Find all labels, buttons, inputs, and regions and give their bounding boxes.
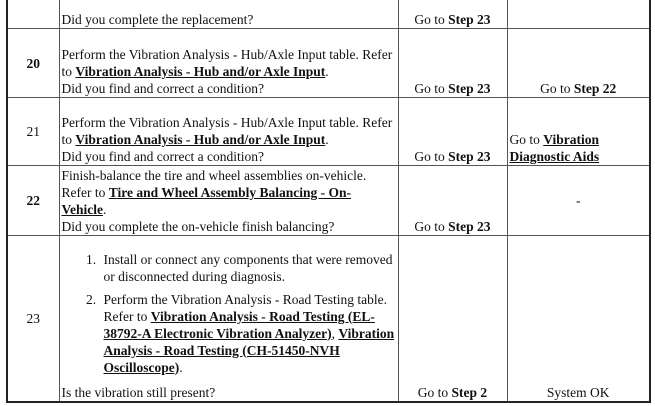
link-vibration-diagnostic-aids[interactable]: Vibration Diagnostic Aids: [509, 132, 600, 164]
yes-prefix: Go to: [417, 384, 452, 400]
no-cell: [507, 166, 650, 236]
no-prefix: Go to: [509, 132, 544, 147]
item-text: Install or connect any components that were removed or disconnected during diagnosis.: [103, 251, 393, 284]
action-text: Perform the Vibration Analysis - Hub/Axle Input table. Refer to: [61, 47, 393, 79]
no-cell: [507, 98, 650, 166]
no-cell: [507, 29, 650, 98]
yes-prefix: Go to: [414, 12, 449, 27]
question: Did you find and correct a condition?: [61, 81, 264, 96]
item-text: Perform the Vibration Analysis - Road Testing table. Refer to: [103, 291, 387, 324]
link-hub-axle-input[interactable]: Vibration Analysis - Hub and/or Axle Input: [75, 132, 326, 147]
yes-target[interactable]: Step 23: [448, 219, 491, 234]
yes-cell: [398, 236, 507, 402]
question: Is the vibration still present?: [61, 384, 216, 400]
step-number: 21: [7, 98, 59, 166]
action-cell: Perform the Vibration Analysis - Hub/Axle Input table. Refer to Vibration Analysis - Hub and/or Axle Input. Did you find and correct a condition?: [59, 29, 398, 98]
action-list: [62, 251, 396, 376]
action-cell: Finish-balance the tire and wheel assemblies on-vehicle. Refer to Tire and Wheel Assembly Balancing - On-Vehicle. Did you complete the on-vehicle finish balancing?: [59, 166, 398, 236]
action-text: Finish-balance the tire and wheel assemblies on-vehicle. Refer to: [61, 168, 367, 200]
step-number: 22: [7, 166, 59, 236]
yes-prefix: Go to: [414, 149, 449, 164]
link-road-testing-el38792a[interactable]: Vibration Analysis - Road Testing (EL-38792-A Electronic Vibration Analyzer): [103, 308, 375, 341]
action-cell: [59, 0, 398, 29]
yes-target[interactable]: Step 2: [451, 384, 488, 400]
no-text: -: [576, 193, 581, 208]
question: Did you find and correct a condition?: [61, 149, 264, 164]
action-cell: Perform the Vibration Analysis - Hub/Axle Input table. Refer to Vibration Analysis - Hub and/or Axle Input. Did you find and correct a condition?: [59, 98, 398, 166]
table-row: [7, 29, 650, 98]
list-item: [100, 251, 396, 285]
question: Did you complete the replacement?: [61, 12, 254, 27]
no-cell: [507, 0, 650, 29]
action-cell: [59, 236, 398, 402]
diagnostic-table: [6, 0, 651, 403]
yes-cell: [398, 29, 507, 98]
yes-target[interactable]: Step 23: [448, 12, 491, 27]
yes-cell: [398, 98, 507, 166]
no-target[interactable]: Step 22: [573, 81, 617, 96]
step-number: 20: [7, 29, 59, 98]
step-number: 23: [7, 236, 59, 402]
table-row: [7, 166, 650, 236]
no-cell: [507, 236, 650, 402]
table-row: [7, 0, 650, 29]
action-text: Perform the Vibration Analysis - Hub/Axle Input table. Refer to: [61, 115, 393, 147]
yes-cell: [398, 166, 507, 236]
yes-target[interactable]: Step 23: [448, 149, 491, 164]
no-text: System OK: [546, 384, 610, 400]
link-road-testing-ch51450[interactable]: Vibration Analysis - Road Testing (CH-51450-NVH Oscilloscope): [103, 325, 395, 375]
no-prefix: Go to: [540, 81, 574, 96]
step-number: [7, 0, 59, 29]
yes-prefix: Go to: [414, 219, 449, 234]
list-item: 2. Perform the Vibration Analysis - Road Testing table. Refer to Vibration Analysis - Road Testing (EL-38792-A Electronic Vibration Analyzer), Vibration Analysis - Road Testing (CH-51450-NVH Oscilloscope).: [100, 291, 396, 376]
yes-prefix: Go to: [414, 81, 449, 96]
table-row: [7, 98, 650, 166]
link-hub-axle-input[interactable]: Vibration Analysis - Hub and/or Axle Input: [75, 64, 326, 79]
yes-target[interactable]: Step 23: [448, 81, 491, 96]
table-row: [7, 236, 650, 402]
question: Did you complete the on-vehicle finish balancing?: [61, 219, 335, 234]
link-tire-wheel-balancing[interactable]: Tire and Wheel Assembly Balancing - On-Vehicle: [61, 185, 352, 217]
separator: ,: [331, 325, 339, 341]
yes-cell: [398, 0, 507, 29]
